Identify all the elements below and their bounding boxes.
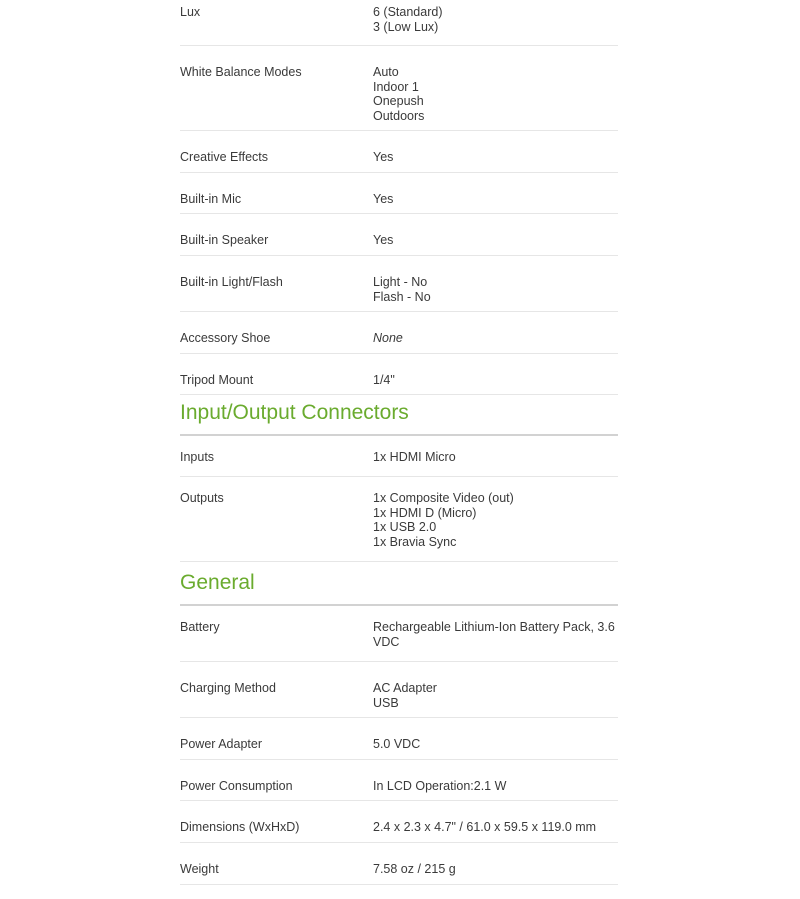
spec-row-lux xyxy=(180,0,618,46)
spec-row-weight xyxy=(180,843,618,885)
spec-value xyxy=(373,326,618,353)
spec-value-line: 1x Composite Video (out) xyxy=(373,491,514,505)
spec-row-charging-method xyxy=(180,662,618,718)
spec-row-creative-effects xyxy=(180,131,618,173)
spec-value xyxy=(373,486,618,561)
spec-value-line: 2.4 x 2.3 x 4.7" / 61.0 x 59.5 x 119.0 mm xyxy=(373,820,597,834)
spec-label: Creative Effects xyxy=(180,150,269,164)
spec-row-inputs xyxy=(180,436,618,477)
spec-label: Tripod Mount xyxy=(180,373,254,387)
spec-value-line: 7.58 oz / 215 g xyxy=(373,862,456,876)
spec-label: Charging Method xyxy=(180,681,276,695)
spec-value xyxy=(373,60,618,130)
spec-label: Built-in Light/Flash xyxy=(180,275,283,289)
spec-value xyxy=(373,732,618,759)
spec-label: Accessory Shoe xyxy=(180,331,271,345)
spec-row-tripod-mount xyxy=(180,354,618,395)
spec-value-line: 1x HDMI D (Micro) xyxy=(373,505,477,520)
spec-value-line: 5.0 VDC xyxy=(373,737,421,751)
spec-label: Outputs xyxy=(180,491,224,505)
section-title-io: Input/Output Connectors xyxy=(180,395,618,436)
spec-value xyxy=(373,615,618,661)
spec-label: Weight xyxy=(180,862,219,876)
spec-value xyxy=(373,187,618,213)
spec-label: Built-in Mic xyxy=(180,192,242,206)
spec-value-line: Light - No xyxy=(373,275,428,289)
section-title-general: General xyxy=(180,562,618,606)
spec-label: Built-in Speaker xyxy=(180,233,269,247)
spec-value-line: 1/4" xyxy=(373,373,395,387)
spec-value-line: 1x HDMI Micro xyxy=(373,450,456,464)
spec-value-line: 6 (Standard) xyxy=(373,5,443,19)
spec-value-line: In LCD Operation:2.1 W xyxy=(373,779,507,793)
spec-value xyxy=(373,445,618,476)
spec-row-light-flash xyxy=(180,256,618,312)
spec-value xyxy=(373,774,618,800)
spec-row-accessory-shoe xyxy=(180,312,618,354)
spec-label: Lux xyxy=(180,5,201,19)
spec-row-outputs xyxy=(180,477,618,562)
spec-row-power-consumption xyxy=(180,760,618,801)
spec-value-line: Outdoors xyxy=(373,108,425,123)
spec-value xyxy=(373,676,618,717)
spec-label: Power Consumption xyxy=(180,779,293,793)
spec-value-line: Indoor 1 xyxy=(373,79,419,94)
spec-value-line: Onepush xyxy=(373,94,424,108)
spec-value xyxy=(373,0,618,45)
spec-value xyxy=(373,145,618,172)
spec-label: Dimensions (WxHxD) xyxy=(180,820,300,834)
spec-label: Battery xyxy=(180,620,220,634)
spec-value-line: Auto xyxy=(373,65,399,79)
spec-label: Power Adapter xyxy=(180,737,262,751)
spec-value-line: Rechargeable Lithium-Ion Battery Pack, 3.6 VDC xyxy=(373,620,615,649)
spec-value-line: Yes xyxy=(373,233,394,247)
spec-label: Inputs xyxy=(180,450,215,464)
spec-value-line: None xyxy=(373,331,403,345)
spec-value xyxy=(373,815,618,842)
spec-label: White Balance Modes xyxy=(180,65,302,79)
spec-value-line: USB xyxy=(373,695,399,710)
spec-value-line: Flash - No xyxy=(373,289,431,304)
spec-value xyxy=(373,857,618,884)
spec-value-line: Yes xyxy=(373,150,394,164)
spec-value-line: 3 (Low Lux) xyxy=(373,19,439,34)
spec-value xyxy=(373,270,618,311)
spec-value-line: 1x USB 2.0 xyxy=(373,520,437,534)
spec-sheet xyxy=(180,0,618,885)
spec-row-power-adapter xyxy=(180,718,618,760)
spec-value-line: AC Adapter xyxy=(373,681,437,695)
spec-row-battery xyxy=(180,606,618,662)
spec-row-dimensions xyxy=(180,801,618,843)
spec-row-built-in-mic xyxy=(180,173,618,214)
spec-value xyxy=(373,228,618,255)
spec-value-line: Yes xyxy=(373,192,394,206)
spec-row-white-balance xyxy=(180,46,618,131)
spec-row-built-in-speaker xyxy=(180,214,618,256)
spec-value-line: 1x Bravia Sync xyxy=(373,534,457,549)
spec-value xyxy=(373,368,618,394)
